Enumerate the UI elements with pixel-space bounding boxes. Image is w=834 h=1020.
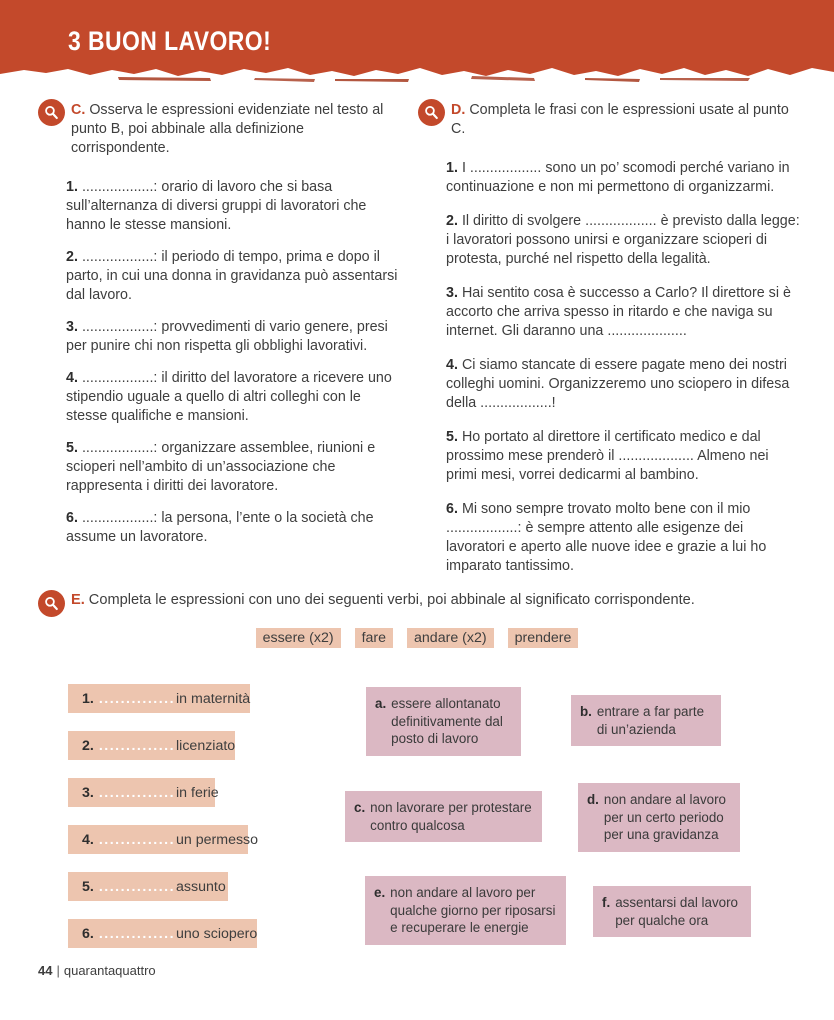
item-text: Il diritto di svolgere .................. è previsto dalla legge: i lavoratori possono unirsi e organizzare scioperi di protesta, purché nel rispetto della legalità. — [446, 213, 800, 267]
item-text: ..................: organizzare assemblee, riunioni e scioperi nell’ambito di un’associazione che rappresenta i diritti dei lavoratore. — [66, 440, 376, 494]
page-title: 3 BUON LAVORO! — [68, 26, 272, 56]
definition-box-a — [366, 687, 521, 756]
exercise-d-item — [446, 356, 800, 413]
item-text: ..................: orario di lavoro che si basa sull’alternanza di diversi gruppi di lavoratori che hanno le stesse mansioni. — [66, 179, 367, 233]
item-text: I .................. sono un po’ scomodi perché variano in continuazione e non mi permettono di organizzarmi. — [446, 160, 790, 195]
section-d — [418, 101, 800, 591]
expression-box-5 — [68, 872, 228, 901]
section-c-intro-text: Osserva le espressioni evidenziate nel testo al punto B, poi abbinale alla definizione corrispondente. — [71, 102, 384, 156]
verb-chip: andare (x2) — [407, 628, 494, 648]
magnifier-icon — [38, 590, 65, 617]
item-text: ..................: il diritto del lavoratore a ricevere uno stipendio uguale a quello di altri colleghi con le stesse qualifiche e mansioni. — [66, 370, 392, 424]
page-number: 44 — [38, 963, 53, 978]
verb-chip: essere (x2) — [256, 628, 341, 648]
section-c-letter: C. — [71, 102, 86, 118]
expression-label: un permesso — [176, 831, 259, 848]
blank-dots: .............. — [98, 784, 176, 801]
definition-box-d — [578, 783, 740, 852]
item-number: 1. — [446, 160, 458, 176]
expression-box-6 — [68, 919, 257, 948]
page-number-word: quarantaquattro — [63, 963, 156, 978]
expression-label: assunto — [176, 878, 226, 895]
exercise-c-item — [66, 509, 402, 547]
item-number: 5. — [66, 440, 78, 456]
item-text: Ho portato al direttore il certificato medico e dal prossimo mese prenderò il ................... Almeno nei primi mesi, vorrei dedicarmi al bambino. — [446, 429, 769, 483]
expression-label: in ferie — [176, 784, 219, 801]
item-number: 1. — [82, 690, 94, 707]
item-text: Mi sono sempre trovato molto bene con il mio ..................: è sempre attento alle esigenze dei lavoratori e aperto alle nuove idee e grazie a lui ho imparato tantissimo. — [446, 501, 767, 574]
definition-letter: f. — [602, 895, 611, 910]
item-number: 6. — [66, 510, 78, 526]
definition-letter: a. — [375, 696, 387, 711]
verb-chip: fare — [355, 628, 393, 648]
definition-text: entrare a far parte di un’azienda — [596, 704, 705, 737]
expression-label: in maternità — [176, 690, 251, 707]
expression-box-1 — [68, 684, 250, 713]
exercise-c-item — [66, 439, 402, 496]
item-text: Ci siamo stancate di essere pagate meno dei nostri colleghi uomini. Organizzeremo uno sciopero in difesa della ..................! — [446, 357, 790, 411]
section-c — [38, 101, 402, 560]
item-text: ..................: il periodo di tempo, prima e dopo il parto, in cui una donna in gravidanza può assentarsi dal lavoro. — [66, 249, 398, 303]
item-text: ..................: provvedimenti di vario genere, presi per punire chi non rispetta gli obblighi lavorativi. — [66, 319, 388, 354]
item-number: 6. — [82, 925, 94, 942]
item-text: Hai sentito cosa è successo a Carlo? Il direttore si è accorto che arriva spesso in ritardo e che naviga su internet. Gli daranno una .................... — [446, 285, 791, 339]
section-e-intro — [71, 592, 695, 608]
blank-dots: .............. — [98, 878, 176, 895]
expression-box-3 — [68, 778, 219, 807]
exercise-c-item — [66, 369, 402, 426]
exercise-d-item — [446, 500, 800, 576]
definition-box-e — [365, 876, 566, 945]
section-e — [38, 592, 818, 617]
torn-edge-decoration — [0, 63, 834, 85]
definition-text: non lavorare per protestare contro qualcosa — [370, 800, 532, 833]
blank-dots: .............. — [98, 831, 176, 848]
exercise-c-item — [66, 318, 402, 356]
item-number: 5. — [446, 429, 458, 445]
definition-text: essere allontanato definitivamente dal posto di lavoro — [391, 696, 503, 747]
item-number: 4. — [446, 357, 458, 373]
blank-dots: .............. — [98, 737, 176, 754]
item-number: 3. — [66, 319, 78, 335]
section-d-intro-text: Completa le frasi con le espressioni usate al punto C. — [451, 102, 789, 137]
section-d-intro — [451, 101, 800, 139]
exercise-d-item — [446, 428, 800, 485]
item-number: 1. — [66, 179, 78, 195]
item-number: 5. — [82, 878, 94, 895]
blank-dots: .............. — [98, 925, 176, 942]
header-band — [0, 0, 834, 63]
expression-box-2 — [68, 731, 235, 760]
item-number: 6. — [446, 501, 458, 517]
exercise-d-item — [446, 159, 800, 197]
magnifier-icon — [418, 99, 445, 126]
expression-box-4 — [68, 825, 259, 854]
section-c-intro — [71, 101, 402, 158]
blank-dots: .............. — [98, 690, 176, 707]
definition-box-c — [345, 791, 542, 842]
expression-label: uno sciopero — [176, 925, 258, 942]
section-e-letter: E. — [71, 592, 85, 608]
expression-label: licenziato — [176, 737, 236, 754]
definition-text: assentarsi dal lavoro per qualche ora — [615, 895, 738, 928]
definition-text: non andare al lavoro per un certo periodo per una gravidanza — [603, 792, 726, 843]
item-number: 2. — [446, 213, 458, 229]
item-number: 3. — [82, 784, 94, 801]
item-text: ..................: la persona, l’ente o la società che assume un lavoratore. — [66, 510, 374, 545]
item-number: 4. — [82, 831, 94, 848]
exercise-c-item — [66, 178, 402, 235]
exercise-d-item — [446, 284, 800, 341]
definition-letter: b. — [580, 704, 592, 719]
definition-text: non andare al lavoro per qualche giorno per riposarsi e recuperare le energie — [390, 885, 556, 936]
magnifier-icon — [38, 99, 65, 126]
verb-chip: prendere — [508, 628, 579, 648]
verb-bank — [0, 628, 834, 648]
item-number: 2. — [66, 249, 78, 265]
definition-letter: e. — [374, 885, 386, 900]
item-number: 2. — [82, 737, 94, 754]
item-number: 4. — [66, 370, 78, 386]
definition-box-b — [571, 695, 721, 746]
footer-separator: | — [56, 963, 60, 978]
exercise-d-item — [446, 212, 800, 269]
section-e-intro-text: Completa le espressioni con uno dei seguenti verbi, poi abbinale al significato corrispondente. — [88, 592, 695, 608]
footer — [38, 963, 156, 978]
definition-letter: c. — [354, 800, 366, 815]
section-d-letter: D. — [451, 102, 466, 118]
exercise-c-item — [66, 248, 402, 305]
definition-box-f — [593, 886, 751, 937]
definition-letter: d. — [587, 792, 599, 807]
item-number: 3. — [446, 285, 458, 301]
